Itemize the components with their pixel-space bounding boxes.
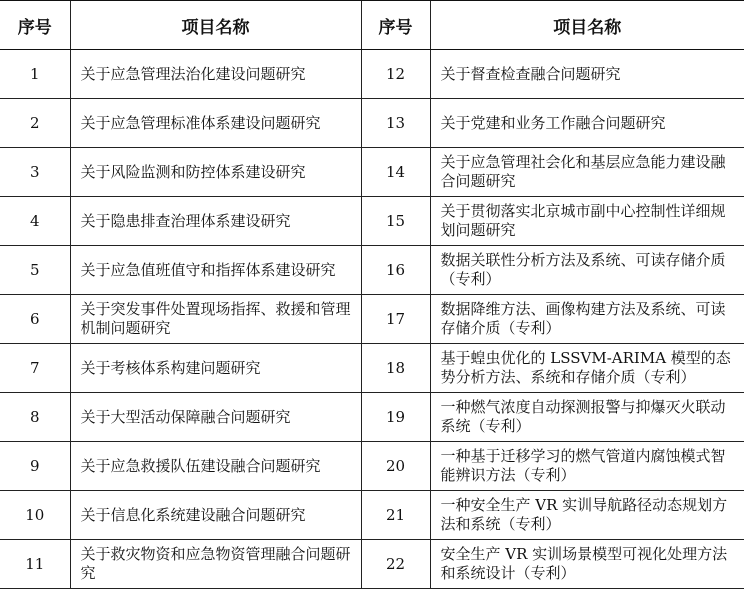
table-row [0,148,744,197]
row-number-right: 14 [361,148,430,197]
table-row [0,344,744,393]
row-number-right: 21 [361,491,430,540]
project-name-left: 关于救灾物资和应急物资管理融合问题研究 [70,540,361,589]
project-name-right: 数据降维方法、画像构建方法及系统、可读存储介质（专利） [430,295,744,344]
row-number-right: 13 [361,99,430,148]
project-name-left: 关于应急管理法治化建设问题研究 [70,50,361,99]
row-number-right: 19 [361,393,430,442]
project-name-right: 一种基于迁移学习的燃气管道内腐蚀模式智能辨识方法（专利） [430,442,744,491]
row-number-left: 10 [0,491,70,540]
table-row [0,540,744,589]
project-name-right: 基于蝗虫优化的 LSSVM-ARIMA 模型的态势分析方法、系统和存储介质（专利） [430,344,744,393]
project-name-right: 安全生产 VR 实训场景模型可视化处理方法和系统设计（专利） [430,540,744,589]
row-number-right: 17 [361,295,430,344]
row-number-left: 11 [0,540,70,589]
row-number-right: 20 [361,442,430,491]
project-name-left: 关于考核体系构建问题研究 [70,344,361,393]
row-number-left: 3 [0,148,70,197]
row-number-right: 12 [361,50,430,99]
row-number-left: 7 [0,344,70,393]
table-row [0,197,744,246]
row-number-left: 2 [0,99,70,148]
row-number-right: 22 [361,540,430,589]
row-number-left: 8 [0,393,70,442]
project-name-left: 关于大型活动保障融合问题研究 [70,393,361,442]
header-num-left: 序号 [0,1,70,50]
table-row [0,491,744,540]
project-name-left: 关于信息化系统建设融合问题研究 [70,491,361,540]
project-name-right: 一种安全生产 VR 实训导航路径动态规划方法和系统（专利） [430,491,744,540]
row-number-left: 1 [0,50,70,99]
project-name-left: 关于应急值班值守和指挥体系建设研究 [70,246,361,295]
project-name-left: 关于突发事件处置现场指挥、救援和管理机制问题研究 [70,295,361,344]
row-number-left: 6 [0,295,70,344]
project-name-right: 关于应急管理社会化和基层应急能力建设融合问题研究 [430,148,744,197]
table-row [0,50,744,99]
table-row [0,246,744,295]
table-row [0,393,744,442]
table-row [0,442,744,491]
row-number-left: 9 [0,442,70,491]
row-number-right: 15 [361,197,430,246]
row-number-left: 5 [0,246,70,295]
header-row [0,1,744,50]
header-name-left: 项目名称 [70,1,361,50]
row-number-left: 4 [0,197,70,246]
project-name-right: 关于党建和业务工作融合问题研究 [430,99,744,148]
project-name-left: 关于应急救援队伍建设融合问题研究 [70,442,361,491]
table-row [0,295,744,344]
table-body [0,50,744,589]
project-name-right: 一种燃气浓度自动探测报警与抑爆灭火联动系统（专利） [430,393,744,442]
project-name-right: 数据关联性分析方法及系统、可读存储介质（专利） [430,246,744,295]
project-name-left: 关于隐患排查治理体系建设研究 [70,197,361,246]
project-name-right: 关于贯彻落实北京城市副中心控制性详细规划问题研究 [430,197,744,246]
header-name-right: 项目名称 [430,1,744,50]
row-number-right: 16 [361,246,430,295]
project-name-right: 关于督查检查融合问题研究 [430,50,744,99]
header-num-right: 序号 [361,1,430,50]
project-name-left: 关于风险监测和防控体系建设研究 [70,148,361,197]
project-name-left: 关于应急管理标准体系建设问题研究 [70,99,361,148]
table-row [0,99,744,148]
row-number-right: 18 [361,344,430,393]
